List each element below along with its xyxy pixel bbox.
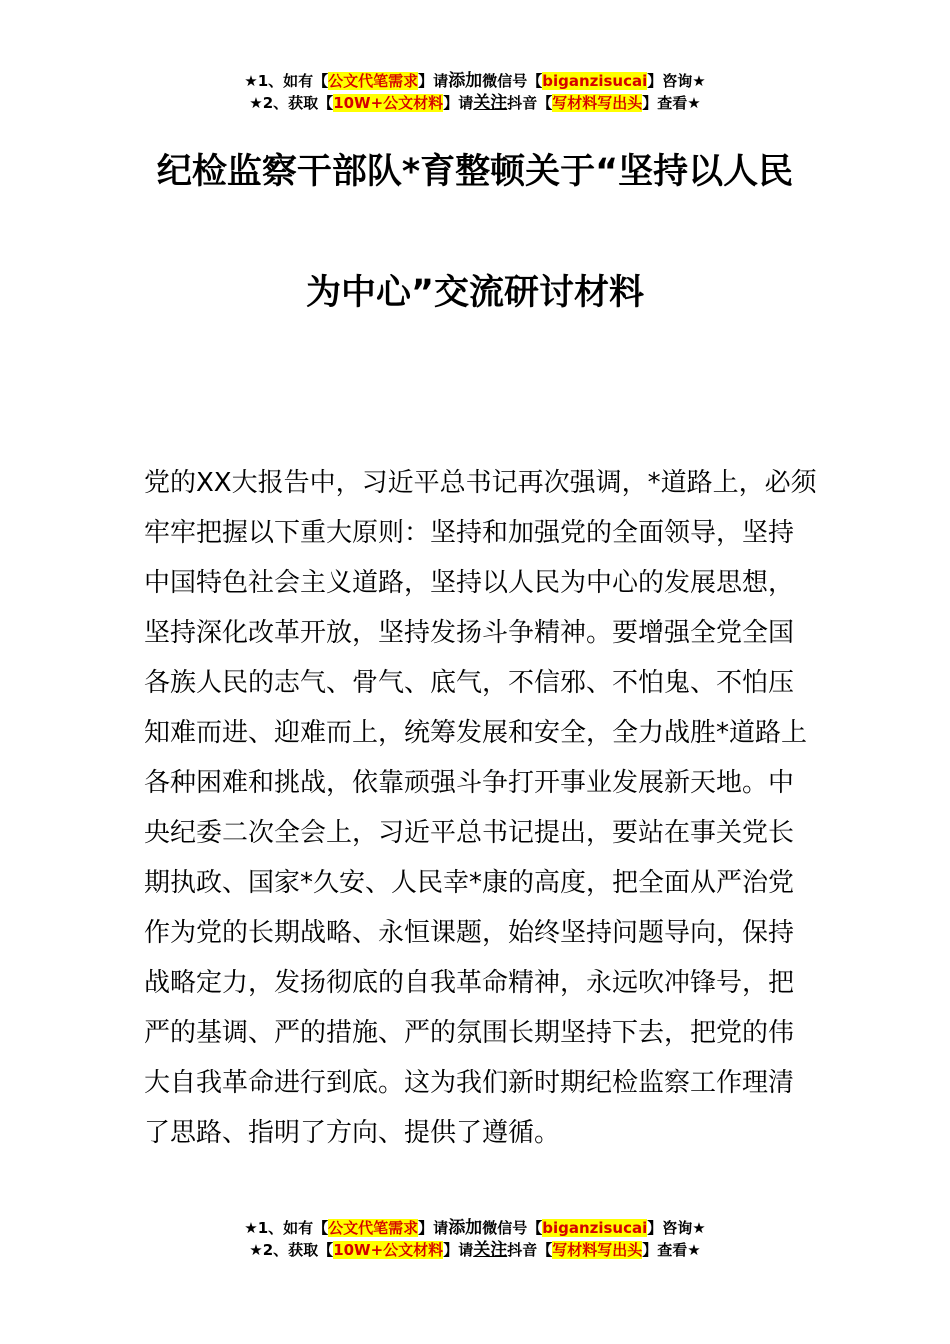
promo-text: 】查看★: [642, 1241, 701, 1259]
promo-wechat-id: biganzisucai: [542, 72, 648, 90]
document-title-line-2: 为中心”交流研讨材料: [305, 273, 644, 313]
promo-banner-bottom: [0, 1217, 950, 1261]
body-line: 各族人民的志气、骨气、底气，不信邪、不怕鬼、不怕压: [144, 668, 795, 698]
promo-text: 关注: [473, 93, 508, 113]
body-line: 知难而进、迎难而上，统筹发展和安全，全力战胜*道路上: [144, 718, 808, 748]
promo-wechat-id: biganzisucai: [542, 1219, 648, 1237]
promo-text: 微信号【: [482, 1219, 543, 1237]
promo-text: 】请: [418, 72, 449, 90]
promo-banner-top: [0, 70, 950, 114]
body-line: 了思路、指明了方向、提供了遵循。: [144, 1118, 561, 1148]
promo-line-1: [0, 70, 950, 92]
promo-text: 】请: [443, 94, 474, 112]
body-line: 严的基调、严的措施、严的氛围长期坚持下去，把党的伟: [144, 1018, 795, 1048]
promo-text: 微信号【: [482, 72, 543, 90]
promo-text: 抖音【: [507, 1241, 553, 1259]
promo-text: 】请: [443, 1241, 474, 1259]
promo-text: 】咨询★: [647, 1219, 706, 1237]
promo-text: ★2、获取【: [249, 1241, 334, 1259]
body-line: 各种困难和挑战，依靠顽强斗争打开事业发展新天地。中: [144, 768, 795, 798]
body-line: 作为党的长期战略、永恒课题，始终坚持问题导向，保持: [144, 918, 795, 948]
promo-text: 】查看★: [642, 94, 701, 112]
promo-text: ★1、如有【: [244, 1219, 329, 1237]
promo-highlight: 公文代笔需求: [328, 1219, 419, 1237]
body-line: 大自我革命进行到底。这为我们新时期纪检监察工作理清: [144, 1068, 795, 1098]
promo-highlight: 10W+公文材料: [333, 94, 444, 112]
body-line: 央纪委二次全会上，习近平总书记提出，要站在事关党长: [144, 818, 795, 848]
body-line: 中国特色社会主义道路，坚持以人民为中心的发展思想，: [144, 568, 795, 598]
promo-line-1: [0, 1217, 950, 1239]
promo-highlight: 10W+公文材料: [333, 1241, 444, 1259]
body-line: 战略定力，发扬彻底的自我革命精神，永远吹冲锋号，把: [144, 968, 795, 998]
promo-line-2: [0, 1239, 950, 1261]
promo-line-2: [0, 92, 950, 114]
promo-text: 】请: [418, 1219, 449, 1237]
body-line: 牢牢把握以下重大原则：坚持和加强党的全面领导，坚持: [144, 518, 795, 548]
promo-text: 关注: [473, 1240, 508, 1260]
promo-douyin-id: 写材料写出头: [552, 94, 643, 112]
body-line: 期执政、国家*久安、人民幸*康的高度，把全面从严治党: [144, 868, 795, 898]
document-body: [144, 458, 817, 1158]
promo-text: 抖音【: [507, 94, 553, 112]
promo-text: 添加: [448, 1218, 483, 1238]
promo-text: ★2、获取【: [249, 94, 334, 112]
body-line: 坚持深化改革开放，坚持发扬斗争精神。要增强全党全国: [144, 618, 795, 648]
body-line: 党的XX大报告中，习近平总书记再次强调，*道路上，必须: [144, 468, 817, 498]
promo-highlight: 公文代笔需求: [328, 72, 419, 90]
promo-text: 】咨询★: [647, 72, 706, 90]
document-title-line-1: 纪检监察干部队*育整顿关于“坚持以人民: [156, 152, 794, 192]
promo-text: ★1、如有【: [244, 72, 329, 90]
promo-douyin-id: 写材料写出头: [552, 1241, 643, 1259]
promo-text: 添加: [448, 71, 483, 91]
